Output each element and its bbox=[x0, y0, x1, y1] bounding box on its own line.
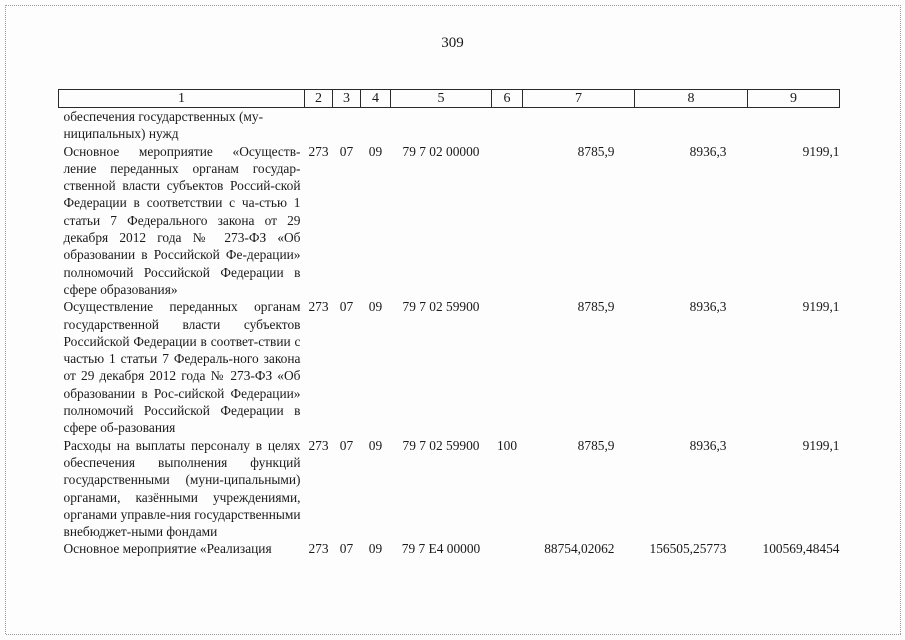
page-number: 309 bbox=[441, 35, 464, 51]
row-section-code: 07 bbox=[339, 437, 354, 453]
table-row bbox=[59, 437, 840, 541]
row-expense-type-code bbox=[492, 143, 523, 299]
row-name: обеспечения государственных (му-ниципальных) нужд bbox=[63, 109, 264, 142]
row-ministry-code: 273 bbox=[308, 299, 329, 315]
row-ministry-code bbox=[305, 108, 333, 143]
table-body bbox=[59, 108, 840, 558]
row-amount-col7: 8785,9 bbox=[577, 143, 615, 159]
row-target-code: 79 7 E4 00000 bbox=[401, 541, 481, 557]
header-cell-6: 6 bbox=[492, 90, 523, 108]
row-subsection-code: 09 bbox=[368, 437, 383, 453]
row-expense-type-code: 100 bbox=[496, 437, 518, 453]
row-amount-col8: 8936,3 bbox=[689, 437, 727, 453]
row-name: Расходы на выплаты персоналу в целях обеспечения выполнения функций государственными (муни-ципальными) органами, казёнными учреждениями, органами управле-ния государственными внебюджет-ными фондами bbox=[63, 437, 301, 540]
table-header bbox=[59, 90, 840, 108]
table-row bbox=[59, 298, 840, 436]
row-amount-col7 bbox=[523, 108, 635, 143]
row-expense-type-code bbox=[492, 108, 523, 143]
row-amount-col8: 8936,3 bbox=[689, 299, 727, 315]
row-section-code: 07 bbox=[339, 143, 354, 159]
row-subsection-code: 09 bbox=[368, 143, 383, 159]
row-subsection-code: 09 bbox=[368, 541, 383, 557]
scan-edge-bottom bbox=[6, 634, 901, 635]
header-cell-1: 1 bbox=[59, 90, 305, 108]
row-subsection-code bbox=[361, 108, 391, 143]
row-amount-col8: 8936,3 bbox=[689, 143, 727, 159]
header-cell-2: 2 bbox=[305, 90, 333, 108]
row-target-code bbox=[391, 108, 492, 143]
row-target-code: 79 7 02 00000 bbox=[402, 143, 480, 159]
header-cell-3: 3 bbox=[333, 90, 361, 108]
row-amount-col9 bbox=[748, 108, 840, 143]
table-row bbox=[59, 143, 840, 299]
row-section-code bbox=[333, 108, 361, 143]
row-section-code: 07 bbox=[339, 299, 354, 315]
header-row bbox=[59, 90, 840, 108]
row-amount-col8: 156505,25773 bbox=[649, 541, 727, 557]
row-target-code: 79 7 02 59900 bbox=[402, 437, 480, 453]
scan-edge-top bbox=[6, 5, 901, 6]
budget-table bbox=[58, 89, 840, 558]
row-amount-col7: 8785,9 bbox=[577, 437, 615, 453]
row-ministry-code: 273 bbox=[308, 437, 329, 453]
row-amount-col9: 100569,48454 bbox=[762, 541, 840, 557]
scan-edge-left bbox=[5, 5, 6, 634]
row-name: Основное мероприятие «Реализация bbox=[63, 541, 272, 557]
row-amount-col9: 9199,1 bbox=[802, 299, 840, 315]
row-amount-col9: 9199,1 bbox=[802, 437, 840, 453]
header-cell-7: 7 bbox=[523, 90, 635, 108]
row-amount-col7: 88754,02062 bbox=[544, 541, 615, 557]
scan-edge-right bbox=[900, 5, 901, 634]
row-amount-col9: 9199,1 bbox=[802, 143, 840, 159]
header-cell-8: 8 bbox=[635, 90, 748, 108]
row-name: Осуществление переданных органам государственной власти субъектов Российской Федерации в соответ-ствии с частью 1 статьи 7 Федераль-ного закона от 29 декабря 2012 года № 273-ФЗ «Об образовании в Рос-сийской Федерации» полномочий Российской Федерации в сфере об-разования bbox=[63, 299, 301, 436]
header-cell-5: 5 bbox=[391, 90, 492, 108]
row-expense-type-code bbox=[492, 540, 523, 557]
row-subsection-code: 09 bbox=[368, 299, 383, 315]
row-name: Основное мероприятие «Осуществ-ление переданных органам государ-ственной власти субъектов Россий-ской Федерации в соответствии с ча-стью 1 статьи 7 Федерального закона от 29 декабря 2012 года № 273-ФЗ «Об образовании в Российской Фе-дерации» полномочий Российской Федерации в сфере образования» bbox=[63, 143, 301, 297]
header-cell-9: 9 bbox=[748, 90, 840, 108]
table-row bbox=[59, 540, 840, 557]
table-row bbox=[59, 108, 840, 143]
row-amount-col7: 8785,9 bbox=[577, 299, 615, 315]
row-target-code: 79 7 02 59900 bbox=[402, 299, 480, 315]
header-cell-4: 4 bbox=[361, 90, 391, 108]
row-expense-type-code bbox=[492, 298, 523, 436]
row-ministry-code: 273 bbox=[308, 541, 329, 557]
row-amount-col8 bbox=[635, 108, 748, 143]
row-section-code: 07 bbox=[339, 541, 354, 557]
row-ministry-code: 273 bbox=[308, 143, 329, 159]
